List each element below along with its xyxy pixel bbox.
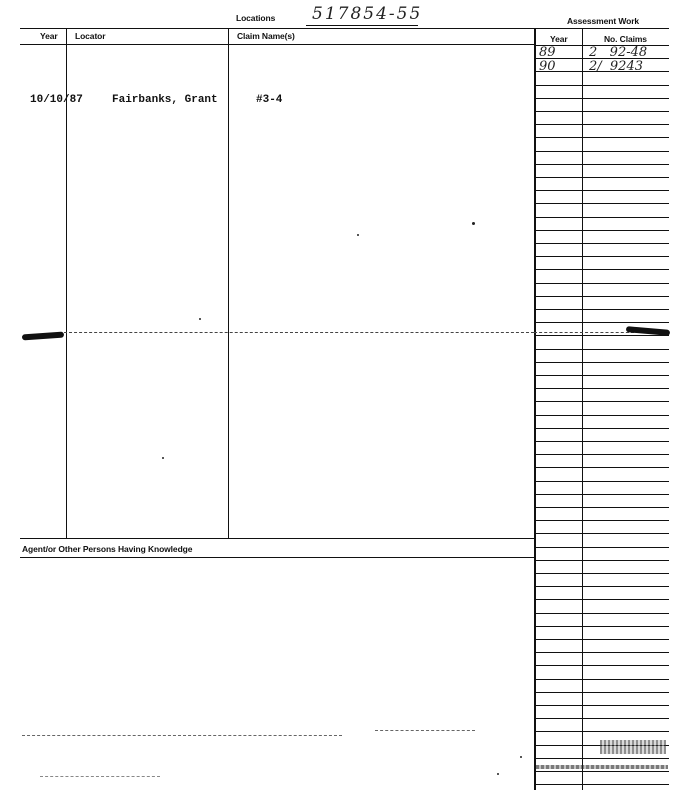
assessment-row-line	[534, 151, 669, 152]
assessment-left-border	[534, 28, 536, 790]
assessment-row-line	[534, 269, 669, 270]
locations-underline	[306, 25, 418, 26]
assessment-row-line	[534, 441, 669, 442]
assessment-row-line	[534, 731, 669, 732]
assessment-row-line	[534, 401, 669, 402]
assessment-row-line	[534, 718, 669, 719]
entry-claim: #3-4	[256, 94, 283, 106]
assessment-row-line	[534, 309, 669, 310]
assessment-row-line	[534, 283, 669, 284]
assessment-row-line	[534, 256, 669, 257]
assessment-row-line	[534, 547, 669, 548]
scan-speck	[199, 318, 201, 320]
bottom-faint-line-3	[40, 776, 160, 777]
fold-line-left	[64, 332, 534, 333]
assessment-year-2: 90	[539, 59, 556, 74]
scan-speck	[162, 457, 164, 459]
assessment-row-line	[534, 599, 669, 600]
assessment-row-line	[534, 177, 669, 178]
assessment-row-line	[534, 71, 669, 72]
locations-label: Locations	[236, 13, 276, 23]
assessment-row-line	[534, 124, 669, 125]
assessment-year-1: 89	[539, 45, 556, 60]
assessment-row-line	[534, 679, 669, 680]
assessment-row-line	[534, 467, 669, 468]
assessment-row-line	[534, 784, 669, 785]
assessment-row-line	[534, 573, 669, 574]
assessment-row-line	[534, 230, 669, 231]
assessment-row-line	[534, 428, 669, 429]
assessment-row-line	[534, 335, 669, 336]
assessment-row-line	[534, 58, 669, 59]
agent-section-header-rule	[20, 557, 534, 558]
bottom-faint-line-2	[375, 730, 475, 731]
assessment-row-line	[534, 322, 669, 323]
assessment-year-divider	[582, 28, 583, 790]
assessment-row-line	[534, 758, 669, 759]
col-assessment-year-header: Year	[550, 34, 568, 44]
assessment-row-line	[534, 533, 669, 534]
scan-speck	[520, 756, 522, 758]
assessment-row-line	[534, 296, 669, 297]
assessment-row-line	[534, 164, 669, 165]
bottom-faint-line-1	[22, 735, 342, 736]
assessment-row-line	[534, 190, 669, 191]
assessment-row-line	[534, 98, 669, 99]
assessment-work-label: Assessment Work	[567, 16, 640, 26]
fold-line-right	[534, 332, 634, 333]
assessment-top-rule	[534, 28, 669, 29]
scan-noise-strip	[536, 765, 668, 769]
assessment-row-line	[534, 705, 669, 706]
scan-noise-block	[600, 740, 666, 754]
assessment-row-line	[534, 85, 669, 86]
col-no-claims-header: No. Claims	[604, 34, 647, 44]
entry-locator: Fairbanks, Grant	[112, 94, 218, 106]
assessment-row-line	[534, 243, 669, 244]
locator-claim-divider	[228, 28, 229, 538]
assessment-row-line	[534, 217, 669, 218]
assessment-row-line	[534, 415, 669, 416]
assessment-row-line	[534, 362, 669, 363]
assessment-row-line	[534, 639, 669, 640]
assessment-claims-2: 2/ 9243	[589, 59, 643, 74]
assessment-claims-1: 2 92-48	[589, 45, 648, 60]
entry-date: 10/10/87	[30, 94, 83, 106]
assessment-row-line	[534, 388, 669, 389]
assessment-row-line	[534, 375, 669, 376]
assessment-row-line	[534, 349, 669, 350]
col-year-header: Year	[40, 31, 58, 41]
assessment-row-line	[534, 586, 669, 587]
assessment-row-line	[534, 626, 669, 627]
assessment-row-line	[534, 111, 669, 112]
assessment-row-line	[534, 203, 669, 204]
left-margin-mark	[22, 332, 64, 341]
column-header-rule	[20, 44, 534, 45]
assessment-row-line	[534, 454, 669, 455]
assessment-row-line	[534, 560, 669, 561]
agent-section-top-rule	[20, 538, 534, 539]
assessment-row-line	[534, 613, 669, 614]
assessment-row-line	[534, 45, 669, 46]
assessment-row-line	[534, 137, 669, 138]
assessment-row-line	[534, 692, 669, 693]
assessment-row-line	[534, 665, 669, 666]
col-claim-names-header: Claim Name(s)	[237, 31, 295, 41]
scan-speck	[472, 222, 475, 225]
scan-speck	[357, 234, 359, 236]
top-rule	[20, 28, 534, 29]
assessment-row-line	[534, 507, 669, 508]
assessment-row-line	[534, 494, 669, 495]
assessment-row-line	[534, 520, 669, 521]
assessment-row-line	[534, 771, 669, 772]
assessment-row-line	[534, 481, 669, 482]
col-locator-header: Locator	[75, 31, 106, 41]
scan-speck	[497, 773, 499, 775]
locations-value: 517854-55	[312, 4, 423, 24]
assessment-row-line	[534, 652, 669, 653]
agent-section-label: Agent/or Other Persons Having Knowledge	[22, 544, 193, 554]
